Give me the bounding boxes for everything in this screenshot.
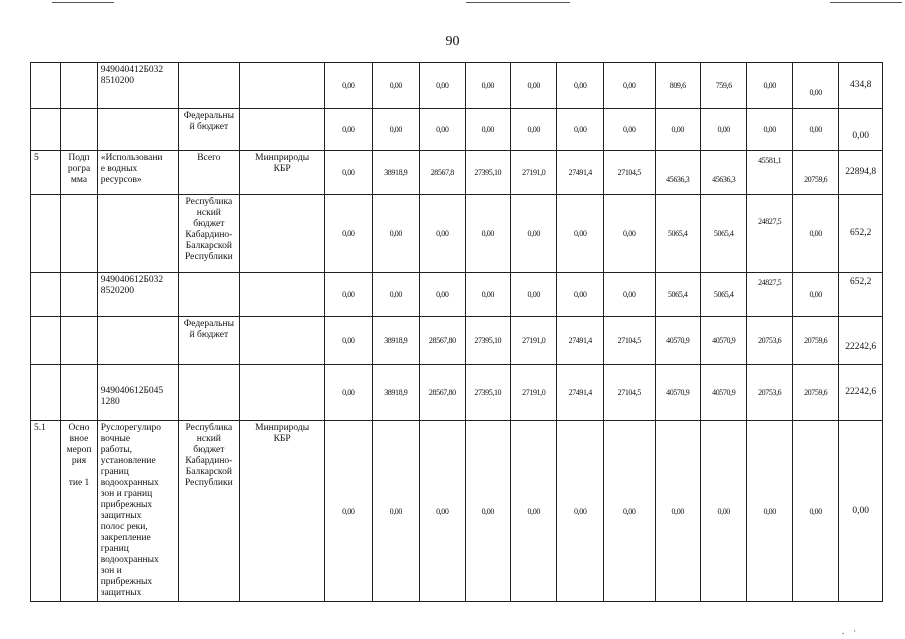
row-number-cell — [31, 151, 61, 195]
executor-cell — [240, 365, 325, 421]
row-kind-cell — [61, 63, 97, 109]
value-cell — [655, 273, 700, 317]
value-cell — [700, 63, 746, 109]
cell-value: 0,00 — [623, 81, 636, 90]
cell-value: 0,00 — [436, 229, 449, 238]
cell-value: 0,00 — [623, 125, 636, 134]
table-row — [31, 151, 883, 195]
cell-text: 949040612Б032 8520200 — [100, 275, 164, 296]
cell-text: Минприроды КБР — [255, 423, 310, 444]
value-cell — [325, 109, 373, 151]
cell-value: 20759,6 — [804, 388, 828, 397]
cell-value: 20759,6 — [804, 336, 828, 345]
cell-text: Республика нский бюджет Кабардино- Балкарской Республики — [185, 423, 233, 488]
cell-value: 27104,5 — [617, 168, 641, 177]
funding-source-cell — [178, 273, 240, 317]
executor-cell — [240, 109, 325, 151]
value-cell — [325, 63, 373, 109]
executor-cell — [240, 63, 325, 109]
value-cell — [325, 365, 373, 421]
cell-value: 22242,6 — [845, 342, 877, 352]
cell-value: 20753,6 — [758, 336, 782, 345]
cell-value: 0,00 — [717, 506, 730, 516]
value-cell — [372, 109, 420, 151]
value-cell — [792, 151, 838, 195]
cell-value: 0,00 — [809, 125, 822, 134]
value-cell — [700, 317, 746, 365]
page-number: 90 — [445, 34, 460, 49]
cell-text: Осно вное мероп рия тие 1 — [66, 423, 92, 488]
row-number-cell — [31, 421, 61, 602]
row-kind-cell — [61, 365, 97, 421]
cell-value: 0,00 — [436, 125, 449, 134]
value-cell — [325, 273, 373, 317]
value-cell — [700, 365, 746, 421]
value-cell — [747, 273, 792, 317]
funding-source-cell — [178, 195, 240, 273]
cell-value: 0,00 — [342, 290, 355, 299]
row-kind-cell — [61, 317, 97, 365]
value-cell — [372, 195, 420, 273]
value-cell — [839, 421, 883, 602]
cell-value: 0,00 — [809, 290, 822, 299]
value-cell — [372, 63, 420, 109]
cell-value: 27191,0 — [522, 336, 546, 345]
value-cell — [420, 273, 465, 317]
row-number-cell — [31, 317, 61, 365]
value-cell — [325, 151, 373, 195]
value-cell — [557, 63, 603, 109]
value-cell — [465, 151, 510, 195]
row-number-cell — [31, 365, 61, 421]
cell-value: 27104,5 — [617, 336, 641, 345]
cell-value: 20753,6 — [758, 388, 782, 397]
top-rule-left — [52, 2, 114, 3]
cell-text: 949040412Б032 8510200 — [100, 65, 164, 86]
cell-value: 0,00 — [574, 290, 587, 299]
cell-text: «Использовани е водных ресурсов» — [100, 153, 163, 185]
cell-value: 20759,6 — [804, 175, 828, 184]
value-cell — [747, 195, 792, 273]
row-number-cell — [31, 109, 61, 151]
cell-value: 27104,5 — [617, 388, 641, 397]
value-cell — [465, 109, 510, 151]
cell-value: 0,00 — [717, 125, 730, 134]
cell-value: 0,00 — [671, 125, 684, 134]
funding-source-cell — [178, 421, 240, 602]
value-cell — [603, 63, 655, 109]
cell-text: 5.1 — [34, 423, 46, 433]
value-cell — [465, 317, 510, 365]
funding-source-cell — [178, 317, 240, 365]
value-cell — [839, 273, 883, 317]
value-cell — [420, 151, 465, 195]
value-cell — [465, 63, 510, 109]
value-cell — [839, 195, 883, 273]
table-row — [31, 109, 883, 151]
executor-cell — [240, 195, 325, 273]
value-cell — [792, 421, 838, 602]
budget-table — [30, 62, 883, 602]
row-number-cell — [31, 273, 61, 317]
cell-value: 0,00 — [481, 125, 494, 134]
cell-value: 0,00 — [389, 290, 403, 299]
cell-text: Минприроды КБР — [255, 153, 310, 174]
value-cell — [839, 109, 883, 151]
value-cell — [511, 421, 557, 602]
cell-value: 0,00 — [342, 388, 355, 397]
value-cell — [557, 421, 603, 602]
budget-table-body — [31, 63, 883, 602]
value-cell — [511, 317, 557, 365]
cell-value: 0,00 — [809, 229, 822, 238]
cell-value: 0,00 — [763, 125, 776, 134]
cell-value: 652,2 — [850, 228, 872, 238]
row-kind-cell — [61, 151, 97, 195]
value-cell — [747, 63, 792, 109]
cell-value: 0,00 — [527, 290, 540, 299]
cell-value: 0,00 — [574, 125, 587, 134]
cell-value: 28567,80 — [428, 388, 456, 397]
table-row — [31, 63, 883, 109]
value-cell — [372, 421, 420, 602]
cell-value: 0,00 — [574, 229, 587, 238]
cell-value: 0,00 — [342, 229, 355, 238]
value-cell — [557, 151, 603, 195]
value-cell — [557, 365, 603, 421]
value-cell — [792, 273, 838, 317]
cell-value: 0,00 — [342, 81, 355, 90]
value-cell — [511, 365, 557, 421]
value-cell — [420, 421, 465, 602]
row-number-cell — [31, 63, 61, 109]
value-cell — [655, 151, 700, 195]
cell-value: 40570,9 — [712, 388, 736, 397]
value-cell — [655, 195, 700, 273]
cell-value: 5065,4 — [713, 290, 734, 299]
value-cell — [603, 365, 655, 421]
table-row — [31, 273, 883, 317]
row-name-cell — [97, 273, 178, 317]
cell-value: 0,00 — [852, 505, 870, 516]
top-rule-right — [830, 2, 902, 3]
cell-value: 38918,9 — [384, 168, 408, 177]
value-cell — [792, 63, 838, 109]
cell-value: 27395,10 — [474, 336, 502, 345]
value-cell — [372, 317, 420, 365]
executor-cell — [240, 151, 325, 195]
cell-value: 0,00 — [574, 506, 587, 516]
cell-value: 0,00 — [809, 506, 822, 516]
cell-value: 0,00 — [527, 81, 540, 90]
value-cell — [372, 151, 420, 195]
cell-value: 45636,3 — [666, 175, 690, 184]
value-cell — [792, 317, 838, 365]
cell-text: Всего — [197, 153, 221, 163]
cell-value: 0,00 — [481, 506, 494, 516]
cell-value: 5065,4 — [713, 229, 734, 238]
value-cell — [747, 151, 792, 195]
table-row — [31, 195, 883, 273]
value-cell — [603, 273, 655, 317]
value-cell — [700, 195, 746, 273]
value-cell — [372, 365, 420, 421]
cell-value: 434,8 — [850, 80, 872, 90]
cell-value: 28567,8 — [430, 168, 454, 177]
value-cell — [465, 273, 510, 317]
value-cell — [700, 421, 746, 602]
value-cell — [420, 365, 465, 421]
cell-value: 27191,0 — [522, 168, 546, 177]
value-cell — [420, 63, 465, 109]
cell-value: 0,00 — [436, 81, 449, 90]
value-cell — [700, 151, 746, 195]
cell-value: 0,00 — [527, 125, 540, 134]
cell-value: 0,00 — [481, 290, 494, 299]
executor-cell — [240, 421, 325, 602]
value-cell — [747, 421, 792, 602]
cell-value: 0,00 — [623, 506, 636, 516]
value-cell — [792, 109, 838, 151]
cell-value: 0,00 — [574, 81, 587, 90]
cell-value: 0,00 — [623, 290, 636, 299]
value-cell — [603, 195, 655, 273]
value-cell — [792, 365, 838, 421]
value-cell — [511, 109, 557, 151]
row-name-cell — [97, 195, 178, 273]
value-cell — [603, 317, 655, 365]
cell-value: 0,00 — [527, 229, 540, 238]
row-kind-cell — [61, 195, 97, 273]
value-cell — [655, 421, 700, 602]
cell-value: 40570,9 — [666, 388, 690, 397]
value-cell — [747, 317, 792, 365]
row-kind-cell — [61, 109, 97, 151]
row-name-cell — [97, 421, 178, 602]
cell-value: 38918,9 — [384, 336, 408, 345]
funding-source-cell — [178, 365, 240, 421]
value-cell — [655, 63, 700, 109]
value-cell — [420, 317, 465, 365]
value-cell — [839, 151, 883, 195]
value-cell — [700, 273, 746, 317]
value-cell — [603, 109, 655, 151]
cell-value: 0,00 — [623, 229, 636, 238]
row-kind-cell — [61, 421, 97, 602]
table-row — [31, 317, 883, 365]
value-cell — [420, 109, 465, 151]
value-cell — [557, 317, 603, 365]
cell-value: 0,00 — [436, 506, 449, 516]
cell-text: Подп рогра мма — [67, 153, 91, 185]
table-row — [31, 421, 883, 602]
row-name-cell — [97, 151, 178, 195]
value-cell — [747, 109, 792, 151]
top-rule-center — [466, 2, 570, 3]
value-cell — [325, 195, 373, 273]
cell-value: 27191,0 — [522, 388, 546, 397]
cell-text: Федеральны й бюджет — [183, 319, 234, 340]
cell-value: 0,00 — [342, 125, 355, 134]
value-cell — [839, 317, 883, 365]
cell-value: 809,6 — [669, 81, 686, 90]
value-cell — [839, 63, 883, 109]
cell-value: 0,00 — [342, 336, 355, 345]
cell-value: 0,00 — [809, 88, 822, 97]
row-number-cell — [31, 195, 61, 273]
value-cell — [325, 317, 373, 365]
cell-value: 45581,1 — [758, 156, 782, 165]
cell-value: 652,2 — [850, 277, 872, 287]
cell-value: 0,00 — [389, 229, 403, 238]
cell-value: 0,00 — [671, 506, 684, 516]
value-cell — [655, 365, 700, 421]
executor-cell — [240, 317, 325, 365]
cell-value: 27491,4 — [568, 336, 592, 345]
cell-value: 24827,5 — [758, 278, 782, 287]
value-cell — [420, 195, 465, 273]
executor-cell — [240, 273, 325, 317]
value-cell — [511, 195, 557, 273]
cell-value: 40570,9 — [712, 336, 736, 345]
cell-value: 27395,10 — [474, 168, 502, 177]
cell-text: 949040612Б045 1280 — [100, 386, 164, 407]
value-cell — [465, 421, 510, 602]
value-cell — [511, 151, 557, 195]
cell-value: 45636,3 — [712, 175, 736, 184]
value-cell — [792, 195, 838, 273]
funding-source-cell — [178, 151, 240, 195]
cell-value: 27491,4 — [568, 388, 592, 397]
cell-value: 0,00 — [763, 81, 776, 90]
cell-value: 5065,4 — [667, 229, 688, 238]
table-row — [31, 365, 883, 421]
cell-value: 38918,9 — [384, 388, 408, 397]
row-name-cell — [97, 109, 178, 151]
cell-value: 0,00 — [763, 506, 776, 516]
cell-value: 0,00 — [481, 81, 494, 90]
cell-value: 0,00 — [389, 81, 403, 90]
value-cell — [655, 317, 700, 365]
cell-value: 0,00 — [389, 506, 403, 516]
value-cell — [557, 195, 603, 273]
cell-value: 5065,4 — [667, 290, 688, 299]
budget-table-container — [30, 62, 883, 602]
cell-value: 24827,5 — [758, 217, 782, 226]
value-cell — [557, 109, 603, 151]
cell-value: 40570,9 — [666, 336, 690, 345]
cell-value: 0,00 — [342, 506, 355, 516]
value-cell — [511, 63, 557, 109]
cell-text: 5 — [34, 153, 39, 163]
row-name-cell — [97, 317, 178, 365]
value-cell — [557, 273, 603, 317]
value-cell — [465, 195, 510, 273]
cell-value: 0,00 — [342, 168, 355, 177]
cell-value: 0,00 — [481, 229, 494, 238]
value-cell — [655, 109, 700, 151]
value-cell — [839, 365, 883, 421]
funding-source-cell — [178, 63, 240, 109]
row-name-cell — [97, 365, 178, 421]
cell-value: 22242,6 — [845, 387, 877, 397]
corner-mark: . · — [842, 626, 857, 636]
value-cell — [747, 365, 792, 421]
value-cell — [603, 421, 655, 602]
row-name-cell — [97, 63, 178, 109]
cell-text: Руслорегулиро вочные работы, установление границ водоохранных зон и границ прибрежных защитных полос реки, закрепление границ водоохранных зон и прибрежных защитных — [100, 423, 161, 598]
cell-text: Федеральны й бюджет — [183, 111, 234, 132]
cell-value: 0,00 — [527, 506, 540, 516]
value-cell — [700, 109, 746, 151]
cell-text: Республика нский бюджет Кабардино- Балкарской Республики — [185, 197, 233, 262]
value-cell — [372, 273, 420, 317]
value-cell — [511, 273, 557, 317]
value-cell — [603, 151, 655, 195]
cell-value: 27491,4 — [568, 168, 592, 177]
value-cell — [465, 365, 510, 421]
cell-value: 22894,8 — [845, 167, 877, 177]
cell-value: 27395,10 — [474, 388, 502, 397]
value-cell — [325, 421, 373, 602]
cell-value: 0,00 — [389, 125, 403, 134]
cell-value: 0,00 — [852, 131, 870, 141]
cell-value: 759,6 — [715, 81, 732, 90]
cell-value: 28567,80 — [428, 336, 456, 345]
funding-source-cell — [178, 109, 240, 151]
cell-value: 0,00 — [436, 290, 449, 299]
row-kind-cell — [61, 273, 97, 317]
